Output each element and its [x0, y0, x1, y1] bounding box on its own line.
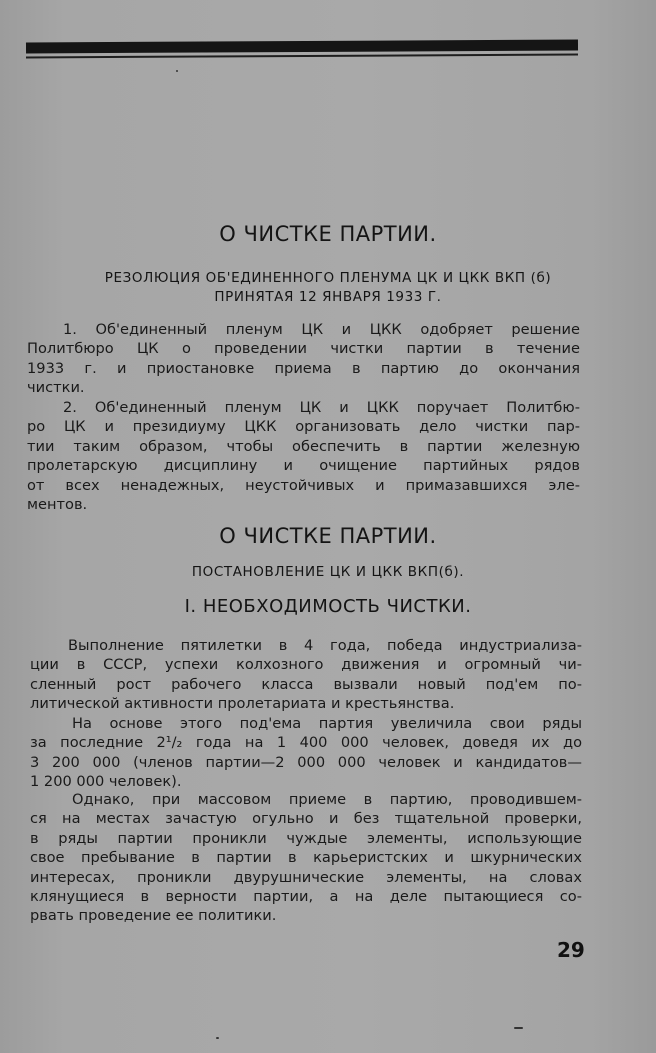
- text-line: 2. Об'единенный пленум ЦК и ЦКК поручает Политбю-: [63, 399, 580, 416]
- text-line: рвать проведение ее политики.: [30, 907, 277, 925]
- text-line: ро ЦК и президиуму ЦКК организовать дело чистки пар-: [27, 418, 580, 436]
- paper-speck: [514, 1027, 523, 1029]
- text-line: литической активности пролетариата и крестьянства.: [30, 695, 455, 713]
- text-line: ся на местах зачастую огульно и без тщательной проверки,: [30, 810, 582, 828]
- text-line: за последние 2¹/₂ года на 1 400 000 человек, доведя их до: [30, 734, 582, 752]
- text-line: интересах, проникли двурушнические элементы, на словах: [30, 868, 582, 886]
- page-number: 29: [557, 938, 585, 962]
- text-line: На основе этого под'ема партия увеличила свои ряды: [72, 715, 582, 732]
- paper-speck: [216, 1037, 219, 1039]
- title-2: О ЧИСТКЕ ПАРТИИ.: [219, 524, 437, 548]
- section-heading: I. НЕОБХОДИМОСТЬ ЧИСТКИ.: [184, 596, 472, 617]
- text-line: 3 200 000 (членов партии—2 000 000 человек и кандидатов—: [30, 753, 582, 771]
- decree-heading: ПОСТАНОВЛЕНИЕ ЦК И ЦКК ВКП(б).: [191, 564, 465, 580]
- text-line: в ряды партии проникли чуждые элементы, использующие: [30, 829, 582, 847]
- text-line: свое пребывание в партии в карьеристских и шкурнических: [30, 849, 582, 867]
- paper-speck: [176, 70, 178, 72]
- section-paragraph-2: [30, 714, 582, 792]
- text-line: сленный рост рабочего класса вызвали новый под'ем по-: [30, 675, 582, 693]
- text-line: тии таким образом, чтобы обеспечить в партии железную: [27, 437, 580, 455]
- text-line: Однако, при массовом приеме в партию, проводившем-: [72, 791, 582, 808]
- section-paragraph-3: [30, 790, 582, 926]
- text-line: ции в СССР, успехи колхозного движения и огромный чи-: [30, 656, 582, 674]
- resolution-heading-line-2: ПРИНЯТАЯ 12 ЯНВАРЯ 1933 Г.: [214, 289, 442, 305]
- text-line: Выполнение пятилетки в 4 года, победа индустриализа-: [68, 637, 582, 654]
- resolution-paragraph-2: [27, 398, 580, 514]
- resolution-heading-line-1: РЕЗОЛЮЦИЯ ОБ'ЕДИНЕННОГО ПЛЕНУМА ЦК И ЦКК ВКП (б): [104, 270, 552, 286]
- header-rule-thick: [26, 40, 578, 54]
- text-line: 1933 г. и приостановке приема в партию до окончания: [27, 359, 580, 377]
- text-line: 1 200 000 человек).: [30, 773, 182, 791]
- text-line: 1. Об'единенный пленум ЦК и ЦКК одобряет решение: [63, 321, 580, 338]
- section-paragraph-1: [30, 636, 582, 714]
- text-line: пролетарскую дисциплину и очищение партийных рядов: [27, 457, 580, 475]
- text-line: Политбюро ЦК о проведении чистки партии в течение: [27, 340, 580, 358]
- text-line: чистки.: [27, 379, 85, 397]
- header-rule-thin: [26, 54, 578, 59]
- resolution-paragraph-1: [27, 320, 580, 398]
- text-line: клянущиеся в верности партии, а на деле пытающиеся со-: [30, 888, 582, 906]
- title-1: О ЧИСТКЕ ПАРТИИ.: [219, 222, 437, 246]
- text-line: ментов.: [27, 496, 88, 514]
- text-line: от всех ненадежных, неустойчивых и примазавшихся эле-: [27, 476, 580, 494]
